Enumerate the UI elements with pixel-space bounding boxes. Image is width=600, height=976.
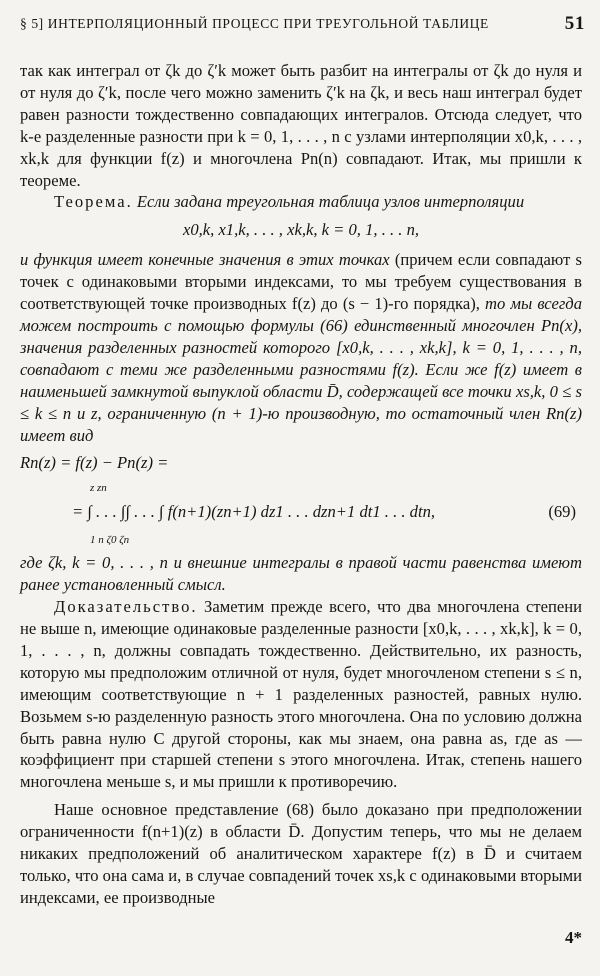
- theorem-conditions: [20, 249, 582, 446]
- page-number: 51: [564, 13, 585, 34]
- theorem-label: Теорема.: [54, 192, 133, 212]
- body-text: [20, 60, 582, 909]
- theorem-statement: [20, 191, 582, 213]
- closing-paragraph: Наше основное представление (68) было доказано при предположении ограниченности f(n+1)(z) в области D̄. Допустим теперь, что мы не делаем никаких предположений об аналитическом характере f(z) в D̄ и считаем только, что она сама и, в случае совпадений точек xs,k с одинаковыми вторыми индексами, ее производные: [20, 800, 582, 907]
- theorem-text-a: и функция имеет конечные значения в этих точках: [20, 250, 390, 270]
- signature-mark: 4*: [565, 928, 582, 947]
- theorem-text-b: (причем если совпадают s точек с одинаковыми вторыми индексами, то мы требуем существования в соответствующей точке производных f(z) до (s − 1)-го порядка),: [20, 250, 582, 314]
- remainder-formula: [20, 478, 582, 548]
- remainder-formula-line1: Rn(z) = f(z) − Pn(z) =: [20, 453, 169, 473]
- theorem-nodes-formula: x0,k, x1,k, . . . , xk,k, k = 0, 1, . . . n,: [182, 220, 420, 240]
- header-title: § 5] ИНТЕРПОЛЯЦИОННЫЙ ПРОЦЕСС ПРИ ТРЕУГОЛЬНОЙ ТАБЛИЦЕ: [20, 16, 489, 31]
- theorem-text-c: то мы всегда можем построить с помощью формулы (66) единственный многочлен Pn(x), значения разделенных разностей которого [x0,k, . . . , xk,k], k = 0, 1, . . . , n, совпадают с теми же разделенными разностями f(z). Если же f(z) имеет в наименьшей замкнутой выпуклой области D̄, содержащей все точки xs,k, 0 ≤ s ≤ k ≤ n и z, ограниченную (n + 1)-ю производную, то остаточный член Rn(z) имеет вид: [20, 294, 582, 445]
- paragraph-continuation: так как интеграл от ζk до ζ′k может быть разбит на интегралы от ζk до нуля и от нуля до ζ′k, после чего можно заменить ζ′k на ζk, и весь наш интеграл будет равен разности тождественно совпадающих интегралов. Отсюда следует, что k-е разделенные разности при k = 0, 1, . . . , n с узлами интерполяции x0,k, . . . , xk,k для функции f(z) и многочлена Pn(n) совпадают. Итак, мы пришли к теореме.: [20, 61, 582, 190]
- proof-text: Заметим прежде всего, что два многочлена степени не выше n, имеющие одинаковые разделенные разности [x0,k, . . . , xk,k], k = 0, 1, . . . , n, должны совпадать тождественно. Действительно, их разность, которую мы предположим отличной от нуля, будет многочленом степени s ≤ n, имеющим соответствующие n + 1 разделенных разностей, равных нулю. Возьмем s-ю разделенную разность этого многочлена. Она по условию должна быть равна нулю С другой стороны, как мы знаем, она равна as, где as — коэффициент при старшей степени s этого многочлена. Итак, степень нашего многочлена меньше s, и мы пришли к противоречию.: [20, 597, 582, 792]
- proof-label: Доказательство.: [54, 597, 198, 617]
- running-header: [20, 13, 585, 34]
- theorem-text-intro: Если задана треугольная таблица узлов интерполяции: [132, 192, 525, 212]
- equation-number: (69): [548, 502, 576, 522]
- remainder-formula-line2: = ∫ . . . ∫∫ . . . ∫ f(n+1)(zn+1) dz1 . . . dzn+1 dt1 . . . dtn,: [72, 502, 436, 522]
- integral-lower-limits: 1 n ζ0 ζn: [90, 534, 130, 547]
- formula-explanation: где ζk, k = 0, . . . , n и внешние интегралы в правой части равенства имеют ранее установленный смысл.: [20, 553, 582, 595]
- integral-upper-limits: z zn: [90, 482, 107, 495]
- proof-paragraph: [20, 596, 582, 793]
